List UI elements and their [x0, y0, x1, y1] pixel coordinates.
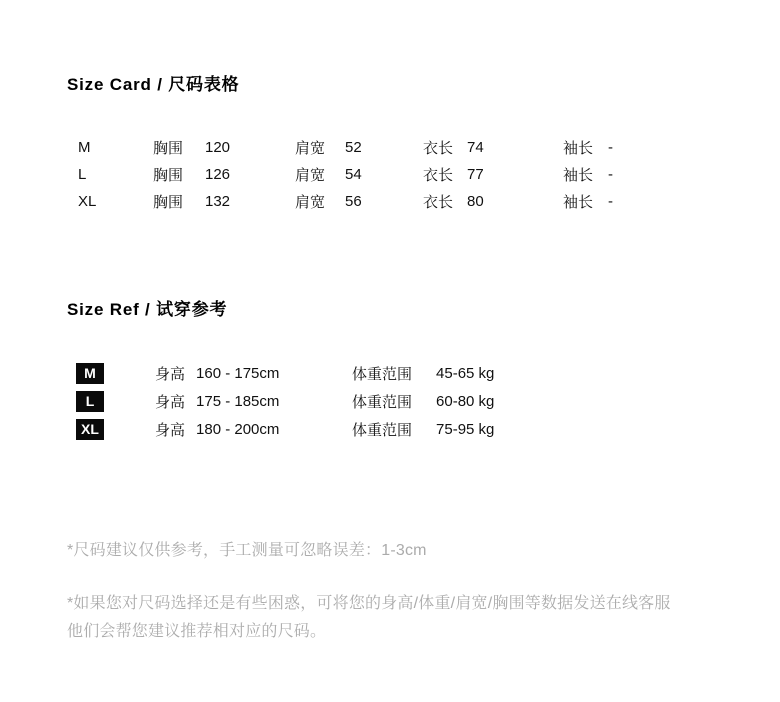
sleeve-value: -: [608, 166, 613, 183]
length-label: 衣长: [423, 167, 454, 184]
weight-label: 体重范围: [352, 421, 413, 439]
shoulder-group: [295, 164, 423, 185]
weight-value: 75-95 kg: [436, 420, 495, 438]
height-group: [155, 363, 352, 384]
height-label: 身高: [155, 421, 186, 439]
weight-group: [352, 363, 494, 384]
chest-value: 126: [205, 166, 231, 183]
height-label: 身高: [155, 365, 186, 383]
length-group: [423, 191, 563, 212]
chest-group: [153, 164, 295, 185]
sleeve-group: [563, 137, 613, 158]
height-group: [155, 391, 352, 412]
size-ref-row-xl: [76, 415, 494, 443]
sleeve-group: [563, 191, 613, 212]
weight-group: [352, 391, 494, 412]
size-card-row-l: [67, 161, 613, 188]
shoulder-label: 肩宽: [295, 194, 326, 211]
chest-group: [153, 191, 295, 212]
weight-group: [352, 419, 494, 440]
size-card-title: Size Card / 尺码表格: [67, 75, 240, 94]
length-value: 77: [467, 166, 484, 183]
size-ref-title: Size Ref / 试穿参考: [67, 300, 228, 319]
shoulder-label: 肩宽: [295, 167, 326, 184]
size-label: L: [78, 166, 87, 183]
chest-label: 胸围: [153, 194, 184, 211]
chest-label: 胸围: [153, 167, 184, 184]
shoulder-label: 肩宽: [295, 140, 326, 157]
sleeve-value: -: [608, 139, 613, 156]
size-note-help-line1: *如果您对尺码选择还是有些困惑，可将您的身高/体重/肩宽/胸围等数据发送在线客服: [67, 595, 671, 612]
length-label: 衣长: [423, 140, 454, 157]
height-value: 180 - 200cm: [196, 420, 280, 438]
chest-label: 胸围: [153, 140, 184, 157]
weight-value: 60-80 kg: [436, 392, 495, 410]
size-card-row-m: [67, 134, 613, 161]
length-value: 80: [467, 193, 484, 210]
weight-label: 体重范围: [352, 393, 413, 411]
size-label: XL: [78, 193, 97, 210]
height-value: 160 - 175cm: [196, 364, 280, 382]
badge-cell: [76, 391, 155, 412]
size-ref-row-m: [76, 359, 494, 387]
badge-cell: [76, 363, 155, 384]
size-label: M: [78, 139, 91, 156]
sleeve-label: 袖长: [563, 140, 594, 157]
chest-value: 132: [205, 193, 231, 210]
sleeve-value: -: [608, 193, 613, 210]
shoulder-value: 56: [345, 193, 362, 210]
shoulder-value: 52: [345, 139, 362, 156]
size-card-row-xl: [67, 188, 613, 215]
size-note-help-line2: 他们会帮您建议推荐相对应的尺码。: [67, 623, 327, 640]
height-group: [155, 419, 352, 440]
length-group: [423, 164, 563, 185]
weight-value: 45-65 kg: [436, 364, 495, 382]
size-badge: L: [76, 391, 104, 412]
length-value: 74: [467, 139, 484, 156]
size-badge: XL: [76, 419, 104, 440]
shoulder-group: [295, 137, 423, 158]
shoulder-group: [295, 191, 423, 212]
height-value: 175 - 185cm: [196, 392, 280, 410]
shoulder-value: 54: [345, 166, 362, 183]
length-group: [423, 137, 563, 158]
length-label: 衣长: [423, 194, 454, 211]
chest-value: 120: [205, 139, 231, 156]
height-label: 身高: [155, 393, 186, 411]
sleeve-group: [563, 164, 613, 185]
size-note-measure: *尺码建议仅供参考，手工测量可忽略误差：1-3cm: [67, 542, 427, 559]
size-ref-table: [76, 359, 494, 443]
size-badge: M: [76, 363, 104, 384]
size-ref-row-l: [76, 387, 494, 415]
weight-label: 体重范围: [352, 365, 413, 383]
sleeve-label: 袖长: [563, 167, 594, 184]
sleeve-label: 袖长: [563, 194, 594, 211]
badge-cell: [76, 419, 155, 440]
size-card-table: [67, 134, 613, 215]
chest-group: [153, 137, 295, 158]
